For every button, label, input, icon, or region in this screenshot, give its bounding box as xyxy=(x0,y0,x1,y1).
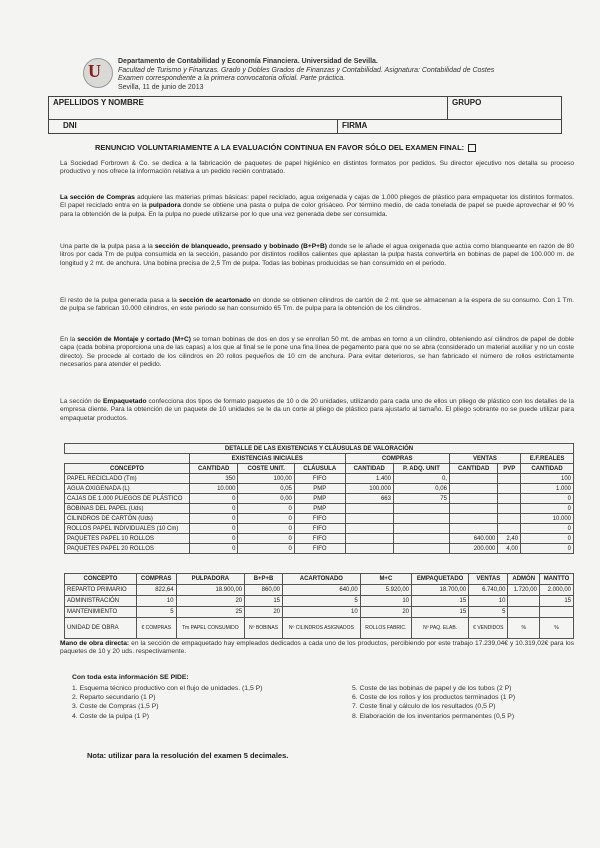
table-cell: 10 xyxy=(469,596,508,607)
table-cell: 15 xyxy=(539,596,573,607)
table-row xyxy=(65,514,574,524)
compras-text: adquiere las materias primas básicas: papel reciclado, agua oxigenada y cajas de 1.000 pliegos de plástico para empaquetar los distintos formatos. El papel reciclado entra en la xyxy=(60,194,575,210)
table-cell: 5 xyxy=(136,607,176,618)
table-cell: 15 xyxy=(412,607,469,618)
table-cell: 15 xyxy=(412,596,469,607)
table-cell xyxy=(508,607,540,618)
emp-text: La sección de xyxy=(60,398,103,405)
table-row xyxy=(65,544,574,554)
group-header: E.F.REALES xyxy=(521,454,574,464)
column-header: CANTIDAD xyxy=(449,464,497,474)
table-row xyxy=(65,474,574,484)
table-cell: AGUA OXIGENADA (L) xyxy=(65,484,190,494)
montaje-paragraph xyxy=(60,336,574,369)
table-cell: 20 xyxy=(360,607,411,618)
column-header: CONCEPTO xyxy=(65,574,137,585)
table-cell xyxy=(449,494,497,504)
column-header: MANTTO xyxy=(539,574,573,585)
table-cell: PAPEL RECICLADO (Tm) xyxy=(65,474,190,484)
unit-cell: Tm PAPEL CONSUMIDO xyxy=(176,618,245,639)
group-header: EXISTENCIAS INICIALES xyxy=(190,454,346,464)
student-id-box xyxy=(48,96,562,134)
unit-cell: ROLLOS FABRIC. xyxy=(360,618,411,639)
table-cell: 1.720,00 xyxy=(508,585,540,596)
table-cell: 20 xyxy=(245,607,283,618)
table-cell: 6.740,00 xyxy=(469,585,508,596)
column-header: CANTIDAD xyxy=(521,464,574,474)
acart-bold: sección de acartonado xyxy=(178,297,251,304)
table-cell: 4,00 xyxy=(498,544,521,554)
column-header: CLÁUSULA xyxy=(294,464,345,474)
table-cell: 640.000 xyxy=(449,534,497,544)
table-cell: 0,00 xyxy=(238,494,294,504)
column-header: EMPAQUETADO xyxy=(412,574,469,585)
table-cell: BOBINAS DEL PAPEL (Uds) xyxy=(65,504,190,514)
table-cell xyxy=(539,607,573,618)
questions-left xyxy=(72,684,262,721)
reparto-table xyxy=(64,573,574,639)
table-cell: 25 xyxy=(176,607,245,618)
table-cell xyxy=(345,524,393,534)
column-header: CANTIDAD xyxy=(190,464,238,474)
table-cell: 0 xyxy=(238,514,294,524)
table-cell: MANTENIMIENTO xyxy=(65,607,137,618)
column-header: CONCEPTO xyxy=(65,464,190,474)
table-cell xyxy=(498,484,521,494)
table-row xyxy=(65,585,574,596)
table-cell: 860,00 xyxy=(245,585,283,596)
table-cell xyxy=(449,504,497,514)
compras-text-end: donde se obtiene una pasta o pulpa de color grisáceo. Por término medio, de cada tonelada de papel se puede aprovechar el 90 % para la obtención de la pulpa. En la pulpa no puede utilizarse por lo que una vez generada debe ser consumida. xyxy=(60,202,574,218)
table-cell: REPARTO PRIMARIO xyxy=(65,585,137,596)
empaquetado-paragraph xyxy=(60,398,574,423)
table-cell: 5 xyxy=(283,596,361,607)
table-cell xyxy=(498,514,521,524)
unit-cell: Nº PAQ. ELAB. xyxy=(412,618,469,639)
emp-bold: Empaquetado xyxy=(102,398,147,405)
table-cell: 0 xyxy=(190,514,238,524)
table-cell: 0 xyxy=(238,544,294,554)
column-header: PVP xyxy=(498,464,521,474)
table-cell: 18.700,00 xyxy=(412,585,469,596)
question-item: 8. Elaboración de los inventarios permanentes (0,5 P) xyxy=(352,712,515,720)
renuncia-line xyxy=(95,143,476,152)
column-header: P. ADQ. UNIT xyxy=(393,464,449,474)
table-cell: 822,64 xyxy=(136,585,176,596)
question-item: 3. Coste de Compras (1,5 P) xyxy=(72,703,159,711)
university-logo: U xyxy=(83,58,113,88)
table-cell: 100.000 xyxy=(345,484,393,494)
signature-field[interactable]: FIRMA xyxy=(342,121,368,130)
question-item: 2. Reparto secundario (1 P) xyxy=(72,694,156,702)
acart-text-end: en donde se obtienen cilindros de cartón de 2 mt. que se almacenan a la espera de su consumo. Con 1 Tm. de pulpa se fabrican 10.000 cilindros, en este periodo se han consumido 65 Tm. de pulpa para la obtención de los cilindros. xyxy=(60,297,574,313)
table-row xyxy=(65,607,574,618)
unit-cell: € VENDIDOS xyxy=(469,618,508,639)
table-cell: 100,00 xyxy=(238,474,294,484)
table-cell: 0 xyxy=(238,534,294,544)
table-cell: 0 xyxy=(190,494,238,504)
table-cell xyxy=(393,544,449,554)
table-cell: 2.000,00 xyxy=(539,585,573,596)
table-cell: 0 xyxy=(521,544,574,554)
dni-field[interactable]: DNI xyxy=(49,120,338,133)
acart-text: El resto de la pulpa generada pasa a la xyxy=(60,297,179,304)
question-item: 1. Esquema técnico productivo con el flujo de unidades. (1,5 P) xyxy=(72,685,263,692)
column-header: PULPADORA xyxy=(176,574,245,585)
column-header: VENTAS xyxy=(469,574,508,585)
table-cell: PMP xyxy=(294,484,345,494)
table-cell: 350 xyxy=(190,474,238,484)
table-cell xyxy=(345,504,393,514)
table-row xyxy=(65,596,574,607)
table-cell: PAQUETES PAPEL 10 ROLLOS xyxy=(65,534,190,544)
table-cell: 18.900,00 xyxy=(176,585,245,596)
table-cell xyxy=(393,524,449,534)
existencias-title: DETALLE DE LAS EXISTENCIAS Y CLÁUSULAS DE VALORACIÓN xyxy=(65,444,574,454)
mc-text-end: se toman bobinas de dos en dos y se enrollan 50 mt. de ambas en torno a un cilindro, obteniendo así cilindros de papel de doble capa (cada bobina proporciona una de las capas) a los que al final se le pone una fina línea de pegamento para que no se abra (considerado un material auxiliar y no un coste directo). Se procede al cortado de los cilindros en 20 rollos pequeños de 10 cm de anchura. Para evitar deterioros, se han fabricado el número de rollos estrictamente necesarios para atender el pedido. xyxy=(60,336,574,368)
table-cell: 200.000 xyxy=(449,544,497,554)
table-cell: 10 xyxy=(360,596,411,607)
exam-date: Sevilla, 11 de junio de 2013 xyxy=(118,84,204,91)
table-cell: 10 xyxy=(283,607,361,618)
table-cell: FIFO xyxy=(294,534,345,544)
table-cell: 5.920,00 xyxy=(360,585,411,596)
table-cell: 0 xyxy=(521,524,574,534)
table-cell xyxy=(449,524,497,534)
table-cell: 20 xyxy=(176,596,245,607)
table-cell xyxy=(393,504,449,514)
table-row xyxy=(65,484,574,494)
table-cell xyxy=(508,596,540,607)
table-cell: 10.000 xyxy=(190,484,238,494)
group-header: COMPRAS xyxy=(345,454,449,464)
table-cell: 2,40 xyxy=(498,534,521,544)
table-cell: 0 xyxy=(521,504,574,514)
table-row xyxy=(65,524,574,534)
compras-paragraph xyxy=(60,194,574,219)
table-cell xyxy=(449,514,497,524)
renuncia-checkbox[interactable] xyxy=(468,144,476,152)
table-cell: PAQUETES PAPEL 20 ROLLOS xyxy=(65,544,190,554)
mano-bold: Mano de obra directa: xyxy=(60,640,130,647)
table-cell: 0 xyxy=(190,544,238,554)
table-cell xyxy=(345,514,393,524)
column-header: ACARTONADO xyxy=(283,574,361,585)
question-item: 6. Coste de los rollos y los productos terminados (1 P) xyxy=(352,694,516,702)
column-header: COMPRAS xyxy=(136,574,176,585)
table-row xyxy=(65,504,574,514)
course-line: Facultad de Turismo y Finanzas. Grado y Dobles Grados de Finanzas y Contabilidad. Asignatura: Contabilidad de Costes xyxy=(118,67,495,74)
table-cell: 5 xyxy=(469,607,508,618)
table-cell: 0 xyxy=(521,534,574,544)
unit-cell: UNIDAD DE OBRA xyxy=(65,618,137,639)
blanqueado-paragraph xyxy=(60,243,574,268)
table-cell xyxy=(498,504,521,514)
table-cell: FIFO xyxy=(294,524,345,534)
mc-bold: sección de Montaje y cortado (M+C) xyxy=(77,336,191,343)
table-row xyxy=(65,494,574,504)
table-cell: 10.000 xyxy=(521,514,574,524)
table-cell: FIFO xyxy=(294,474,345,484)
pulpadora-bold: pulpadora xyxy=(148,202,181,210)
table-cell: CILINDROS DE CARTÓN (Uds) xyxy=(65,514,190,524)
table-cell: 1.400 xyxy=(345,474,393,484)
renuncia-text: RENUNCIO VOLUNTARIAMENTE A LA EVALUACIÓN CONTINUA EN FAVOR SÓLO DEL EXAMEN FINAL: xyxy=(95,143,465,152)
table-cell: 10 xyxy=(136,596,176,607)
table-cell xyxy=(345,544,393,554)
questions-intro: Con toda esta información SE PIDE: xyxy=(72,674,189,681)
unit-cell: Nº CILINDROS ASIGNADOS xyxy=(283,618,361,639)
table-cell: 0 xyxy=(238,504,294,514)
mano-obra-paragraph xyxy=(60,640,574,657)
table-cell: PMP xyxy=(294,504,345,514)
column-header: CANTIDAD xyxy=(345,464,393,474)
department-title: Departamento de Contabilidad y Economía Financiera. Universidad de Sevilla. xyxy=(118,58,378,65)
table-cell: 640,00 xyxy=(283,585,361,596)
unit-cell: % xyxy=(539,618,573,639)
bpb-text: Una parte de la pulpa pasa a la xyxy=(60,243,155,250)
question-item: 5. Coste de las bobinas de papel y de los tubos (2 P) xyxy=(352,685,512,692)
table-cell: 0,06 xyxy=(393,484,449,494)
table-cell: ROLLOS PAPEL INDIVIDUALES (10 Cm) xyxy=(65,524,190,534)
table-cell: 0 xyxy=(238,524,294,534)
table-cell: 15 xyxy=(245,596,283,607)
group-field[interactable]: GRUPO xyxy=(452,98,482,107)
table-cell: 0 xyxy=(190,534,238,544)
question-item: 4. Coste de la pulpa (1 P) xyxy=(72,712,150,720)
table-cell: 0 xyxy=(190,504,238,514)
unit-cell: € COMPRAS xyxy=(136,618,176,639)
table-cell: 1.000 xyxy=(521,484,574,494)
exam-line: Examen correspondiente a la primera convocatoria oficial. Parte práctica. xyxy=(118,75,346,82)
table-cell: 663 xyxy=(345,494,393,504)
question-item: 7. Coste final y cálculo de los resultados (0,5 P) xyxy=(352,703,496,711)
table-cell xyxy=(498,494,521,504)
table-cell: ADMINISTRACIÓN xyxy=(65,596,137,607)
column-header: ADMÓN xyxy=(508,574,540,585)
table-row xyxy=(65,534,574,544)
table-cell: 100 xyxy=(521,474,574,484)
table-cell xyxy=(498,524,521,534)
table-cell xyxy=(345,534,393,544)
table-cell: 75 xyxy=(393,494,449,504)
units-row xyxy=(65,618,574,639)
table-cell: PMP xyxy=(294,494,345,504)
bpb-text-end: donde se le añade el agua oxigenada que actúa como blanqueante en razón de 80 litros por cada Tm de pulpa consumida en la sección, pasando por distintos rodillos calientes que aplastan la pulpa hasta convertirla en bobinas de papel de 100.000 m. de longitud y 2 mt. de anchura. Una bobina precisa de 2,5 Tm de pulpa. Todas las bobinas producidas se han consumido en el periodo. xyxy=(60,243,574,267)
table-cell xyxy=(449,484,497,494)
table-cell: 0 xyxy=(190,524,238,534)
table-cell: FIFO xyxy=(294,544,345,554)
table-cell xyxy=(393,514,449,524)
intro-paragraph: La Sociedad Forbrown & Co. se dedica a la fabricación de paquetes de papel higiénico en distintos formatos por pedidos. Su director ejecutivo nos detalla su proceso productivo y nos ofrece la información relativa a un pedido recién contratado. xyxy=(60,160,574,176)
unit-cell: % xyxy=(508,618,540,639)
questions-right xyxy=(352,684,515,721)
table-cell xyxy=(498,474,521,484)
name-field[interactable]: APELLIDOS Y NOMBRE xyxy=(49,97,448,119)
column-header: B+P+B xyxy=(245,574,283,585)
mano-text: en la sección de empaquetado hay empleados dedicados a cada uno de los productos, percibiendo por este trabajo 17.239,04€ y 10.319,02€ para los paquetes de 10 y 20 uds. respectivamente. xyxy=(60,640,575,656)
table-cell xyxy=(393,534,449,544)
mc-text: En la xyxy=(60,336,78,343)
bpb-bold: sección de blanqueado, prensado y bobinado (B+P+B) xyxy=(154,243,327,250)
unit-cell: Nº BOBINAS xyxy=(245,618,283,639)
decimals-note: Nota: utilizar para la resolución del examen 5 decimales. xyxy=(87,751,289,760)
table-cell: 0,05 xyxy=(238,484,294,494)
existencias-table xyxy=(64,443,574,554)
column-header: COSTE UNIT. xyxy=(238,464,294,474)
acartonado-paragraph xyxy=(60,297,574,314)
table-cell: FIFO xyxy=(294,514,345,524)
table-cell: 0, xyxy=(393,474,449,484)
group-header: VENTAS xyxy=(449,454,520,464)
table-cell xyxy=(449,474,497,484)
emp-text-end: confecciona dos tipos de formato paquetes de 10 o de 20 unidades, utilizando para cada uno de ellos un pliego de plástico con los detalles de la empresa cliente. Para la obtención de un paquete de 10 unidades se le da un corte al pliego de plástico para ajustarlo al tamaño. El pliego sobrante no se puede utilizar para empaquetar productos. xyxy=(60,398,574,422)
table-cell: CAJAS DE 1.000 PLIEGOS DE PLÁSTICO xyxy=(65,494,190,504)
column-header: M+C xyxy=(360,574,411,585)
table-cell: 0 xyxy=(521,494,574,504)
compras-bold: La sección de Compras xyxy=(60,194,135,201)
